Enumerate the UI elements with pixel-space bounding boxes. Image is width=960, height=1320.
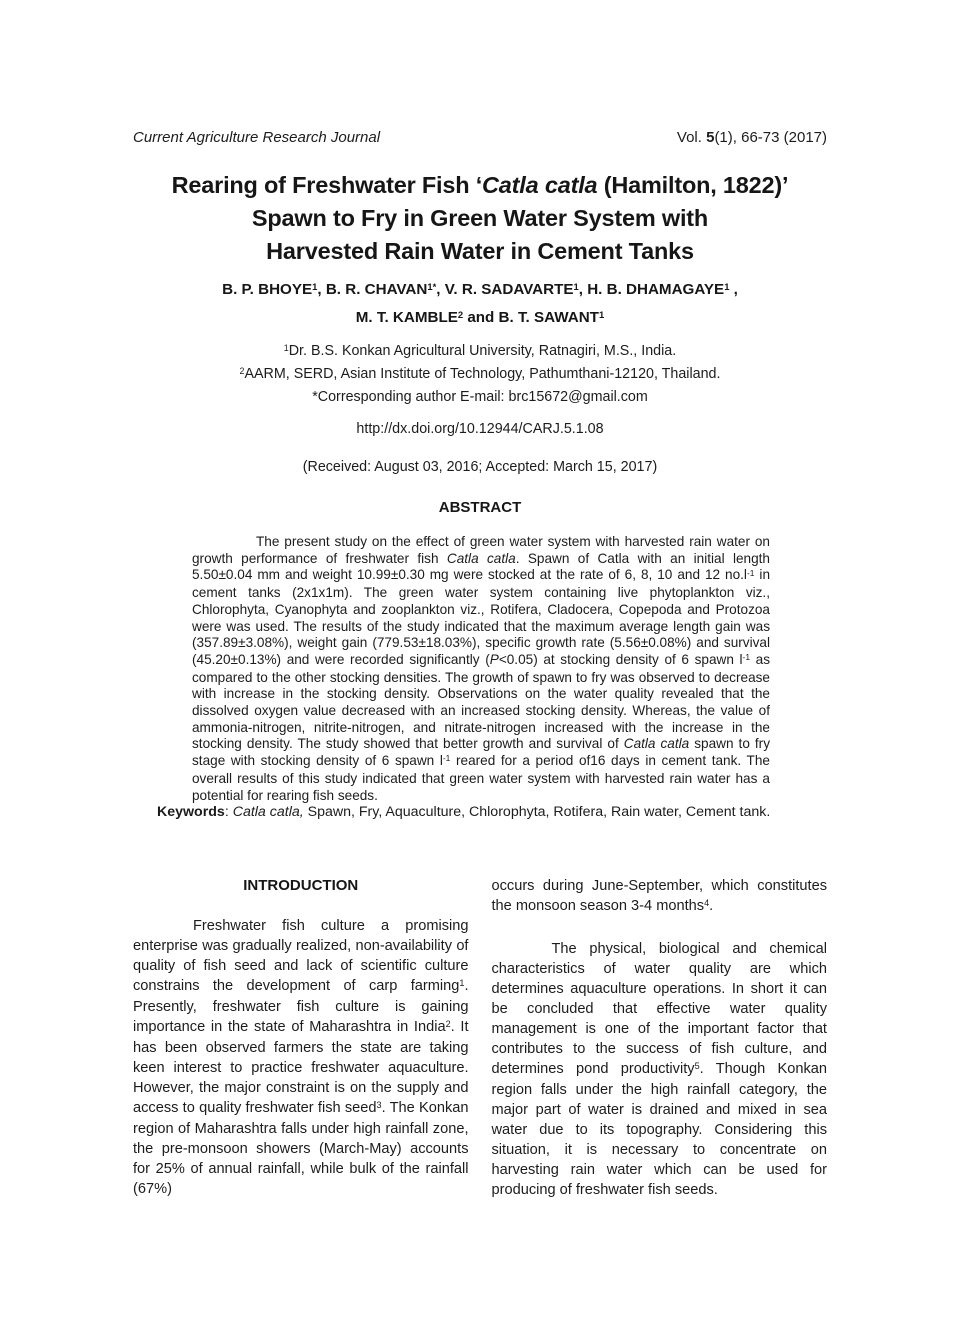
column-2-paragraph-1: occurs during June-September, which constitutes the monsoon season 3-4 months$^4$.	[491, 878, 827, 914]
volume-info: Vol. 5(1), 66-73 (2017)	[676, 129, 827, 146]
column-1	[133, 876, 469, 1200]
corresponding-author: *Corresponding author E-mail: brc15672@gmail.com	[312, 389, 648, 405]
journal-name: Current Agriculture Research Journal	[133, 129, 381, 146]
affiliation-2: $^2$AARM, SERD, Asian Institute of Technology, Pathumthani-12120, Thailand.	[239, 366, 721, 382]
doi-line	[133, 421, 827, 437]
keywords-line: Keywords: Catla catla, Spawn, Fry, Aquaculture, Chlorophyta, Rotifera, Rain water, Cement tank.	[157, 804, 771, 820]
received-accepted: (Received: August 03, 2016; Accepted: March 15, 2017)	[302, 459, 658, 475]
authors-line-2: M. T. KAMBLE$^2$ and B. T. SAWANT$^1$	[355, 308, 605, 326]
body-columns	[133, 876, 827, 1200]
abstract-text: The present study on the effect of green water system with harvested rain water on growth performance of freshwater fish Catla catla. Spawn of Catla with an initial length 5.50±0.04 mm and weight 10.99±0.30 mg were stocked at the rate of 6, 8, 10 and 12 $no.l^{-1}$ in cement tanks (2x1x1m). The green water system containing live phytoplankton viz., Chlorophyta, Cyanophyta and zooplankton viz., Rotifera, Cladocera, Copepoda and Protozoa were was used. The results of the study indicated that the maximum average length gain was (357.89±3.08%), weight gain (779.53±18.03%), specific growth rate (5.56±0.08%) and survival (45.20±0.13%) and were recorded significantly (P<0.05) at stocking density of 6 spawn $l^{-1}$ as compared to the other stocking densities. The growth of spawn to fry was observed to decrease with increase in the stocking density. Observations on the water quality revealed that the dissolved oxygen value decreased with an increased stocking density. Whereas, the value of ammonia-nitrogen, nitrite-nitrogen, and nitrate-nitrogen increased with the increase in the stocking density. The study showed that better growth and survival of Catla catla spawn to fry stage with stocking density of 6 spawn $l^{-1}$ reared for a period of16 days in cement tank. The overall results of this study indicated that green water system with harvested rain water has a potential for rearing fish seeds.	[192, 534, 771, 803]
authors-block	[133, 276, 827, 332]
affiliations-block	[133, 340, 827, 408]
page-header	[133, 129, 827, 146]
introduction-paragraph: Freshwater fish culture a promising enterprise was gradually realized, non-availability of quality of fish seed and lack of scientific culture constrains the development of carp farming$^1$. Presently, freshwater fish culture is gaining importance in the state of Maharashtra in India$^2$. It has been observed farmers the state are taking keen interest to practice freshwater aquaculture. However, the major constraint is on the supply and access to quality freshwater fish seed$^3$. The Konkan region of Maharashtra falls under high rainfall zone, the pre-monsoon showers (March-May) accounts for 25% of annual rainfall, while bulk of the rainfall (67%)	[133, 918, 469, 1197]
paper-title-line-1: Rearing of Freshwater Fish ‘Catla catla (Hamilton, 1822)’	[171, 172, 789, 198]
authors-line-1: B. P. BHOYE$^1$, B. R. $CHAVAN^{1*}$, V. R. SADAVARTE$^1$, H. B. DHAMAGAYE$^1$ ,	[222, 280, 738, 298]
paper-title-line-3: Harvested Rain Water in Cement Tanks	[266, 238, 694, 264]
column-2-paragraph-2: The physical, biological and chemical characteristics of water quality are which determines aquaculture operations. In short it can be concluded that effective water quality management is one of the important factor that contributes to the success of fish culture, and determines pond productivity$^5$. Though Konkan region falls under the high rainfall category, the major part of water is drained and mixed in sea water due to its topography. Considering this situation, it is necessary to concentrate on harvesting rain water which can be used for producing of freshwater fish seeds.	[491, 941, 827, 1198]
paper-title-line-2: Spawn to Fry in Green Water System with	[251, 205, 709, 231]
introduction-heading: INTRODUCTION	[243, 877, 359, 894]
paper-title	[133, 169, 827, 268]
column-2	[492, 876, 828, 1200]
abstract-heading: ABSTRACT	[438, 499, 522, 516]
affiliation-1: $^1$Dr. B.S. Konkan Agricultural University, Ratnagiri, M.S., India.	[283, 343, 677, 359]
doi-link[interactable]: http://dx.doi.org/10.12944/CARJ.5.1.08	[356, 421, 604, 437]
